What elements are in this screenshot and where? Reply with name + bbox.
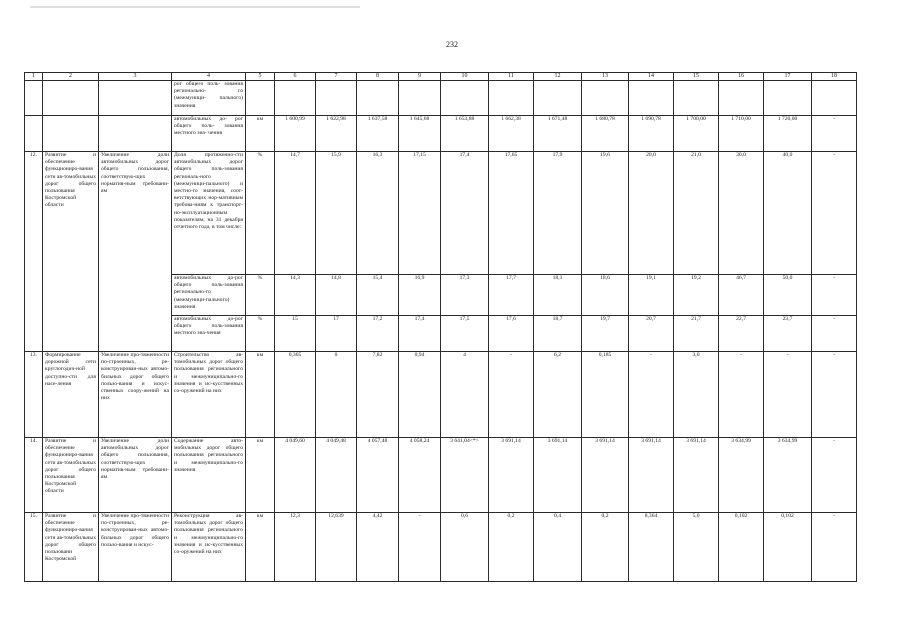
note-cell: - (812, 352, 857, 438)
value-cell: 20,7 (629, 316, 674, 352)
column-number-18: 18 (812, 73, 857, 81)
indicators-table (24, 72, 857, 582)
value-cell: 18,7 (534, 316, 582, 352)
value-cell: 3 691,14 (489, 438, 534, 513)
value-cell: 4 (441, 352, 489, 438)
value-cell: 1 645,68 (399, 116, 441, 152)
value-cell: 15 (275, 316, 316, 352)
column-number-3: 3 (99, 73, 172, 81)
unit: % (246, 152, 275, 275)
value-cell: 1 680,78 (582, 116, 629, 152)
value-cell: 1 622,98 (316, 116, 357, 152)
value-cell: 30,0 (719, 152, 764, 275)
value-cell (719, 81, 764, 116)
value-cell: 23,7 (764, 316, 812, 352)
note-cell (812, 81, 857, 116)
column-number-15: 15 (674, 73, 719, 81)
table-row-12-main (25, 152, 857, 275)
value-cell: 1 671,48 (534, 116, 582, 152)
indicator-name: Строительство ав-томобильных дорог общего пользования регионального и межмуниципально-го значения и ис-кусственных со-оружений на них (172, 352, 246, 438)
value-cell: 1 600,99 (275, 116, 316, 152)
value-cell: 19,6 (582, 152, 629, 275)
value-cell: 1 662,38 (489, 116, 534, 152)
table-row-cont-local (25, 116, 857, 152)
column-number-7: 7 (316, 73, 357, 81)
value-cell: 5,0 (674, 513, 719, 582)
value-cell: 17,5 (441, 316, 489, 352)
indicator-name: Доля протяженно-сти автомобильных дорог общего поль-зования региональ-ного (межмуници-пального) и местно-го значения, соот-ветствующих нор-мативным требова-ниям к транспорт-но-эксплуатационным показателям, на 31 декабря отчетного года, в том числе: (172, 152, 246, 275)
value-cell: 0,305 (275, 352, 316, 438)
value-cell (357, 81, 399, 116)
value-cell: - (719, 352, 764, 438)
scan-streak (30, 6, 360, 8)
value-cell: 19,2 (674, 275, 719, 316)
value-cell: 15,4 (357, 275, 399, 316)
row-number (25, 81, 43, 116)
value-cell: 0,6 (441, 513, 489, 582)
value-cell: 1 637,58 (357, 116, 399, 152)
unit (246, 81, 275, 116)
column-number-12: 12 (534, 73, 582, 81)
column-number-8: 8 (357, 73, 399, 81)
value-cell: 12,639 (316, 513, 357, 582)
indicator-name: Реконструкция ав-томобильных дорог общего пользования регионального и межмуниципально-го значения и ис-кусственных со-оружений на них (172, 513, 246, 582)
unit: км (246, 352, 275, 438)
value-cell: 3,0 (674, 352, 719, 438)
value-cell: 0,102 (719, 513, 764, 582)
unit: % (246, 275, 275, 316)
value-cell: 0,102 (764, 513, 812, 582)
note-cell: - (812, 275, 857, 316)
column-number-17: 17 (764, 73, 812, 81)
value-cell: 1 700,00 (674, 116, 719, 152)
value-cell: 8,364 (629, 513, 674, 582)
column-number-5: 5 (246, 73, 275, 81)
value-cell: 16,9 (399, 275, 441, 316)
row-number: 12. (25, 152, 43, 352)
value-cell: 3 691,14 (629, 438, 674, 513)
indicator-name: автомобильных до-рог общего поль-зования регионально-го (межмуници-пального) значения (172, 275, 246, 316)
value-cell: 16,3 (357, 152, 399, 275)
note-cell: - (812, 152, 857, 275)
note-cell: - (812, 116, 857, 152)
value-cell: 3 641,04<*> (441, 438, 489, 513)
table-body (25, 73, 857, 582)
value-cell: 1 710,00 (719, 116, 764, 152)
value-cell (582, 81, 629, 116)
value-cell: 3 634,99 (764, 438, 812, 513)
value-cell: 18,6 (582, 275, 629, 316)
value-cell (629, 81, 674, 116)
goal-description: Увеличение доли автомобильных дорог общего пользования, соответствую-щих норматив-ным требовани-ям (99, 438, 172, 513)
value-cell: 0,4 (534, 513, 582, 582)
program-name: Развитие и обеспечение функциониро-вания сети ав-томобильных дорог общего пользовани Костромской (43, 513, 99, 582)
value-cell: - (764, 352, 812, 438)
value-cell: 15,9 (316, 152, 357, 275)
unit: км (246, 438, 275, 513)
value-cell: 46,7 (719, 275, 764, 316)
program-name (43, 81, 99, 116)
value-cell: 22,7 (719, 316, 764, 352)
table-row-14 (25, 438, 857, 513)
value-cell: 17,65 (489, 152, 534, 275)
value-cell: 4 049,48 (316, 438, 357, 513)
table-row-13 (25, 352, 857, 438)
value-cell: 6,2 (534, 352, 582, 438)
value-cell: 19,1 (629, 275, 674, 316)
value-cell: 17,15 (399, 152, 441, 275)
column-number-2: 2 (43, 73, 99, 81)
value-cell: 3 691,14 (674, 438, 719, 513)
goal-description: Увеличение про-тяженности по-строенных, ре-конструирован-ных автомо-бильных дорог общего пользо-вания и искус-ственных соору-жений на них (99, 352, 172, 438)
value-cell: 17,9 (534, 152, 582, 275)
value-cell: 14,7 (275, 152, 316, 275)
value-cell (399, 81, 441, 116)
row-number: 13. (25, 352, 43, 438)
value-cell (489, 81, 534, 116)
goal-description: Увеличение доли автомобильных дорог общего пользования, соответствую-щих норматив-ным требовани-ям (99, 152, 172, 352)
value-cell: 21,0 (674, 152, 719, 275)
indicator-name: рог общего поль- зования регионально- го (межмуници- пального) значения (172, 81, 246, 116)
value-cell (275, 81, 316, 116)
value-cell: 0,185 (582, 352, 629, 438)
value-cell: 17,2 (357, 316, 399, 352)
value-cell: 40,0 (764, 152, 812, 275)
value-cell: 7,82 (357, 352, 399, 438)
column-number-11: 11 (489, 73, 534, 81)
value-cell: 14,3 (275, 275, 316, 316)
value-cell (441, 81, 489, 116)
column-number-14: 14 (629, 73, 674, 81)
value-cell: 0,2 (489, 513, 534, 582)
value-cell: 0,94 (399, 352, 441, 438)
value-cell: 17,4 (399, 316, 441, 352)
column-number-10: 10 (441, 73, 489, 81)
note-cell: - (812, 438, 857, 513)
program-name: Развитие и обеспечение функциониро-вания сети ав-томобильных дорог общего пользования Костромской области (43, 152, 99, 352)
column-number-13: 13 (582, 73, 629, 81)
page-number: 232 (446, 40, 458, 49)
row-number: 15. (25, 513, 43, 582)
value-cell (316, 81, 357, 116)
value-cell: 4 057,48 (357, 438, 399, 513)
indicator-name: автомобильных до- рог общего поль- зования местного зна- чения (172, 116, 246, 152)
value-cell: 19,7 (582, 316, 629, 352)
column-number-6: 6 (275, 73, 316, 81)
unit: % (246, 316, 275, 352)
note-cell: - (812, 316, 857, 352)
value-cell: 3 691,14 (582, 438, 629, 513)
value-cell: 0,2 (582, 513, 629, 582)
value-cell: - (629, 352, 674, 438)
program-name: Формирование дорожной сети круглогодич-ной доступно-сти для насе-ления (43, 352, 99, 438)
indicator-name: автомобильных до-рог общего поль-зования местного зна-чения (172, 316, 246, 352)
value-cell: 17,6 (489, 316, 534, 352)
value-cell: 3 691,14 (534, 438, 582, 513)
value-cell: 1 690,78 (629, 116, 674, 152)
value-cell: 18,1 (534, 275, 582, 316)
value-cell (534, 81, 582, 116)
column-number-1: 1 (25, 73, 43, 81)
value-cell: 4,42 (357, 513, 399, 582)
value-cell: 1 720,00 (764, 116, 812, 152)
program-name (43, 116, 99, 152)
value-cell (674, 81, 719, 116)
column-number-16: 16 (719, 73, 764, 81)
goal-description (99, 81, 172, 116)
indicator-name: Содержание авто-мобильных дорог общего пользования регионального и межмуниципально-го значения (172, 438, 246, 513)
table-row-cont-regional (25, 81, 857, 116)
value-cell: 17,4 (441, 152, 489, 275)
value-cell (764, 81, 812, 116)
value-cell: 3 634,99 (719, 438, 764, 513)
table-row-15 (25, 513, 857, 582)
column-number-9: 9 (399, 73, 441, 81)
row-number: 14. (25, 438, 43, 513)
unit: км (246, 116, 275, 152)
value-cell: 17,3 (441, 275, 489, 316)
program-name: Развитие и обеспечение функциониро-вания сети ав-томобильных дорог общего пользования Костромской области (43, 438, 99, 513)
goal-description (99, 116, 172, 152)
value-cell: 21,7 (674, 316, 719, 352)
goal-description: Увеличение про-тяженности по-строенных, ре-конструирован-ных автомо-бильных дорог общего пользо-вания и искус- (99, 513, 172, 582)
value-cell: - (399, 513, 441, 582)
column-number-4: 4 (172, 73, 246, 81)
value-cell: 17 (316, 316, 357, 352)
value-cell: 4 058,24 (399, 438, 441, 513)
value-cell: 20,0 (629, 152, 674, 275)
value-cell: 1 653,88 (441, 116, 489, 152)
value-cell: 50,0 (764, 275, 812, 316)
value-cell: - (489, 352, 534, 438)
note-cell: - (812, 513, 857, 582)
value-cell: 14,8 (316, 275, 357, 316)
column-number-row (25, 73, 857, 81)
row-number (25, 116, 43, 152)
value-cell: 12,3 (275, 513, 316, 582)
value-cell: 0 (316, 352, 357, 438)
unit: км (246, 513, 275, 582)
value-cell: 17,7 (489, 275, 534, 316)
value-cell: 4 049,60 (275, 438, 316, 513)
